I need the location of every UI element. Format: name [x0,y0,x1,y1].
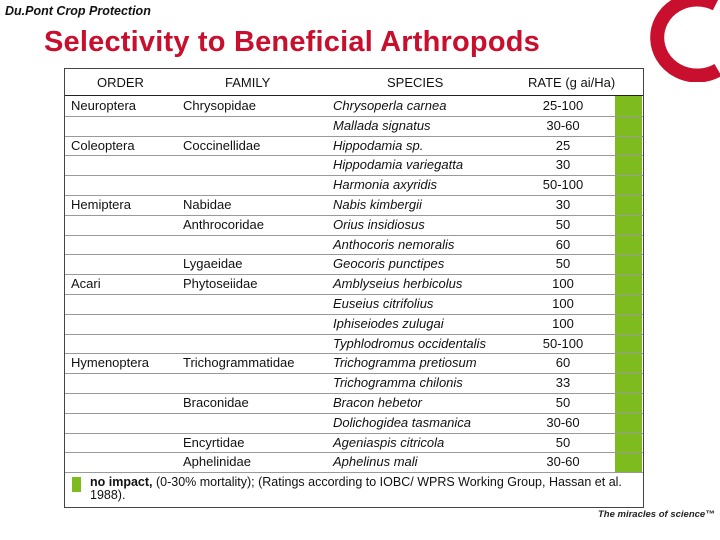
table-header [65,69,643,96]
header-species: SPECIES [387,75,444,90]
table-row [65,373,643,394]
table-row [65,96,643,117]
table-row [65,136,643,157]
family-cell: Encyrtidae [183,434,245,450]
order-cell: Acari [71,276,101,292]
family-cell: Phytoseiidae [183,276,258,292]
rate-cell: 50 [555,216,571,232]
order-cell: Hemiptera [71,197,131,212]
table-row [65,215,643,236]
table-row [65,155,643,176]
table-row [65,235,643,256]
family-cell: Chrysopidae [183,98,256,113]
species-cell: Orius insidiosus [333,216,425,232]
rate-cell: 100 [552,296,574,311]
brand-name: Du.Pont Crop Protection [5,4,151,18]
species-cell: Trichogramma pretiosum [333,355,477,371]
page-title: Selectivity to Beneficial Arthropods [44,26,541,58]
species-cell: Hippodamia sp. [333,137,424,153]
legend-swatch [72,477,81,492]
species-cell: Amblyseius herbicolus [333,276,463,292]
species-cell: Iphiseiodes zulugai [333,315,444,331]
species-cell: Ageniaspis citricola [333,434,445,450]
family-cell: Nabidae [183,197,232,212]
table-row [65,452,643,473]
order-cell: Coleoptera [71,137,135,153]
table-row [65,433,643,454]
rate-cell: 60 [555,236,571,252]
table-row [65,294,643,315]
rate-cell: 50-100 [542,335,584,351]
table-row [65,195,643,216]
rate-cell: 60 [555,355,571,371]
rate-cell: 30 [555,157,571,173]
species-cell: Dolichogidea tasmanica [333,414,472,430]
table-row [65,334,643,355]
rate-cell: 50 [555,395,571,410]
species-cell: Anthocoris nemoralis [333,236,455,252]
rate-cell: 25 [555,137,571,153]
species-cell: Aphelinus mali [333,454,418,470]
tagline: The miracles of science™ [598,509,715,520]
legend-description: (0-30% mortality); (Ratings according to IOBC/ WPRS Working Group, Hassan et al. 1988). [90,475,622,502]
species-cell: Chrysoperla carnea [333,98,447,113]
species-cell: Bracon hebetor [333,395,422,410]
legend-text [90,476,630,502]
table-row [65,175,643,196]
rate-cell: 100 [552,315,574,331]
rate-cell: 30 [555,197,571,212]
table-row [65,393,643,414]
selectivity-table [64,68,644,508]
table-row [65,116,643,137]
rate-cell: 33 [555,375,571,391]
rate-cell: 25-100 [542,98,584,113]
header-order: ORDER [97,75,144,90]
species-cell: Hippodamia variegatta [333,157,464,173]
rate-cell: 30-60 [546,117,580,133]
order-cell: Hymenoptera [71,355,150,371]
family-cell: Aphelinidae [183,454,251,470]
family-cell: Lygaeidae [183,256,243,272]
table-row [65,254,643,275]
family-cell: Trichogrammatidae [183,355,295,371]
species-cell: Harmonia axyridis [333,177,438,193]
legend-bold: no impact, [90,475,153,489]
rate-cell: 50 [555,434,571,450]
table-row [65,314,643,335]
table-row [65,274,643,295]
family-cell: Coccinellidae [183,137,261,153]
rate-cell: 100 [552,276,574,292]
rate-cell: 30-60 [546,454,580,470]
species-cell: Mallada signatus [333,117,431,133]
rate-cell: 30-60 [546,414,580,430]
table-row [65,413,643,434]
rate-cell: 50-100 [542,177,584,193]
order-cell: Neuroptera [71,98,137,113]
species-cell: Euseius citrifolius [333,296,434,311]
family-cell: Anthrocoridae [183,216,264,232]
species-cell: Nabis kimbergii [333,197,422,212]
rate-cell: 50 [555,256,571,272]
header-family: FAMILY [225,75,271,90]
family-cell: Braconidae [183,395,249,410]
species-cell: Trichogramma chilonis [333,375,463,391]
header-rate: RATE (g ai/Ha) [528,75,616,90]
table-row [65,353,643,374]
species-cell: Typhlodromus occidentalis [333,335,486,351]
species-cell: Geocoris punctipes [333,256,445,272]
